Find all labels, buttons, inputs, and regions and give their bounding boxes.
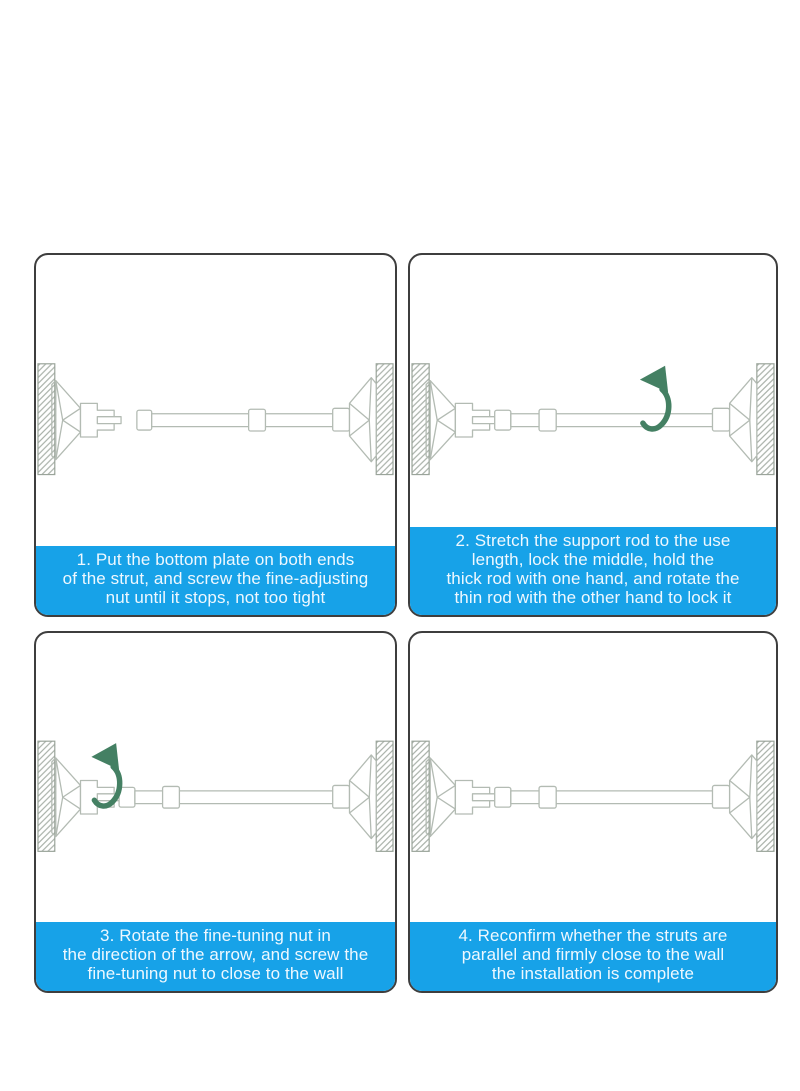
caption-line: 3. Rotate the fine-tuning nut in: [100, 925, 331, 945]
instruction-panel-step-2: [408, 253, 778, 617]
caption-line: 2. Stretch the support rod to the use: [455, 530, 731, 550]
rod-drawing: [426, 755, 757, 839]
caption-line: parallel and firmly close to the wall: [461, 944, 725, 964]
caption-line: thin rod with the other hand to lock it: [454, 587, 732, 607]
instruction-panel-step-1: [34, 253, 397, 617]
caption-line: the direction of the arrow, and screw the: [62, 944, 369, 964]
caption-line: length, lock the middle, hold the: [471, 549, 715, 569]
step-caption: [410, 527, 776, 615]
caption-line: the installation is complete: [491, 963, 695, 983]
rod-drawing: [52, 378, 376, 462]
caption-line: of the strut, and screw the fine-adjusting: [62, 568, 369, 588]
caption-line: 4. Reconfirm whether the struts are: [458, 925, 728, 945]
instruction-panel-step-4: [408, 631, 778, 993]
instruction-panel-grid: [34, 253, 778, 993]
step-caption: [36, 546, 395, 615]
caption-line: nut until it stops, not too tight: [105, 587, 326, 607]
caption-line: fine-tuning nut to close to the wall: [87, 963, 344, 983]
instruction-panel-step-3: [34, 631, 397, 993]
step-caption: [36, 922, 395, 991]
caption-line: thick rod with one hand, and rotate the: [446, 568, 740, 588]
step-caption: [410, 922, 776, 991]
rod-drawing: [426, 378, 757, 462]
rod-drawing: [52, 755, 376, 839]
caption-line: 1. Put the bottom plate on both ends: [76, 549, 355, 569]
